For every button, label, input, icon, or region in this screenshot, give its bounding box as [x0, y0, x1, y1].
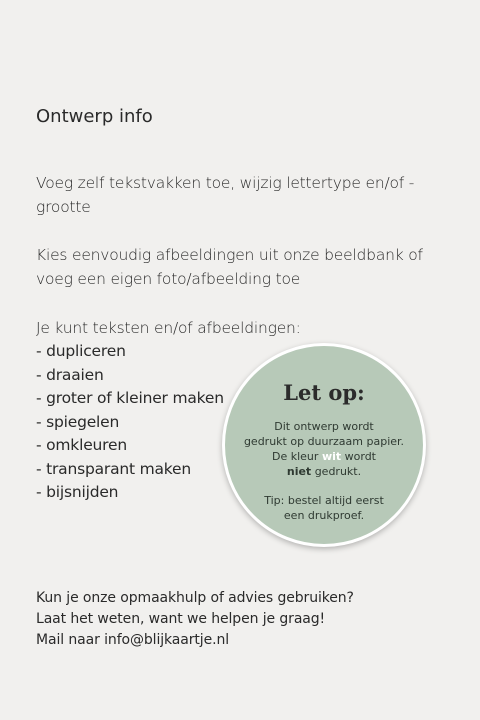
- list-item: - omkleuren: [36, 434, 224, 458]
- list-item: - bijsnijden: [36, 481, 224, 505]
- notice-badge: [222, 343, 426, 547]
- notice-text: De kleur: [272, 450, 319, 463]
- page-title: Ontwerp info: [36, 106, 153, 127]
- notice-highlight-wit: wit: [321, 450, 342, 463]
- list-item: - groter of kleiner maken: [36, 387, 224, 411]
- image-bank-paragraph: Kies eenvoudig afbeeldingen uit onze beeldbank of voeg een eigen foto/afbeelding toe: [36, 246, 423, 288]
- list-item: - spiegelen: [36, 411, 224, 435]
- feature-list: [36, 340, 224, 505]
- notice-emphasis-niet: niet: [286, 465, 312, 478]
- notice-body: [225, 419, 423, 523]
- notice-heading: Let op:: [283, 380, 365, 405]
- list-item: - dupliceren: [36, 340, 224, 364]
- tip-line: een drukproef.: [283, 509, 365, 522]
- list-intro: Je kunt teksten en/of afbeeldingen:: [36, 319, 301, 337]
- footer-email-line: Mail naar info@blijkaartje.nl: [36, 632, 230, 648]
- notice-line: [225, 449, 423, 464]
- text-tools-paragraph: Voeg zelf tekstvakken toe, wijzig lettertype en/of -grootte: [36, 174, 415, 216]
- notice-line: gedrukt op duurzaam papier.: [243, 435, 405, 448]
- notice-text: gedrukt.: [314, 465, 362, 478]
- notice-line: Dit ontwerp wordt: [274, 420, 374, 433]
- list-item: - transparant maken: [36, 458, 224, 482]
- footer-line: Kun je onze opmaakhulp of advies gebruiken?: [36, 590, 354, 606]
- notice-text: wordt: [344, 450, 376, 463]
- tip-line: Tip: bestel altijd eerst: [264, 494, 384, 507]
- notice-tip: [225, 493, 423, 523]
- footer-line: Laat het weten, want we helpen je graag!: [36, 611, 326, 627]
- contact-footer: [36, 588, 354, 651]
- notice-line: [225, 464, 423, 479]
- list-item: - draaien: [36, 364, 224, 388]
